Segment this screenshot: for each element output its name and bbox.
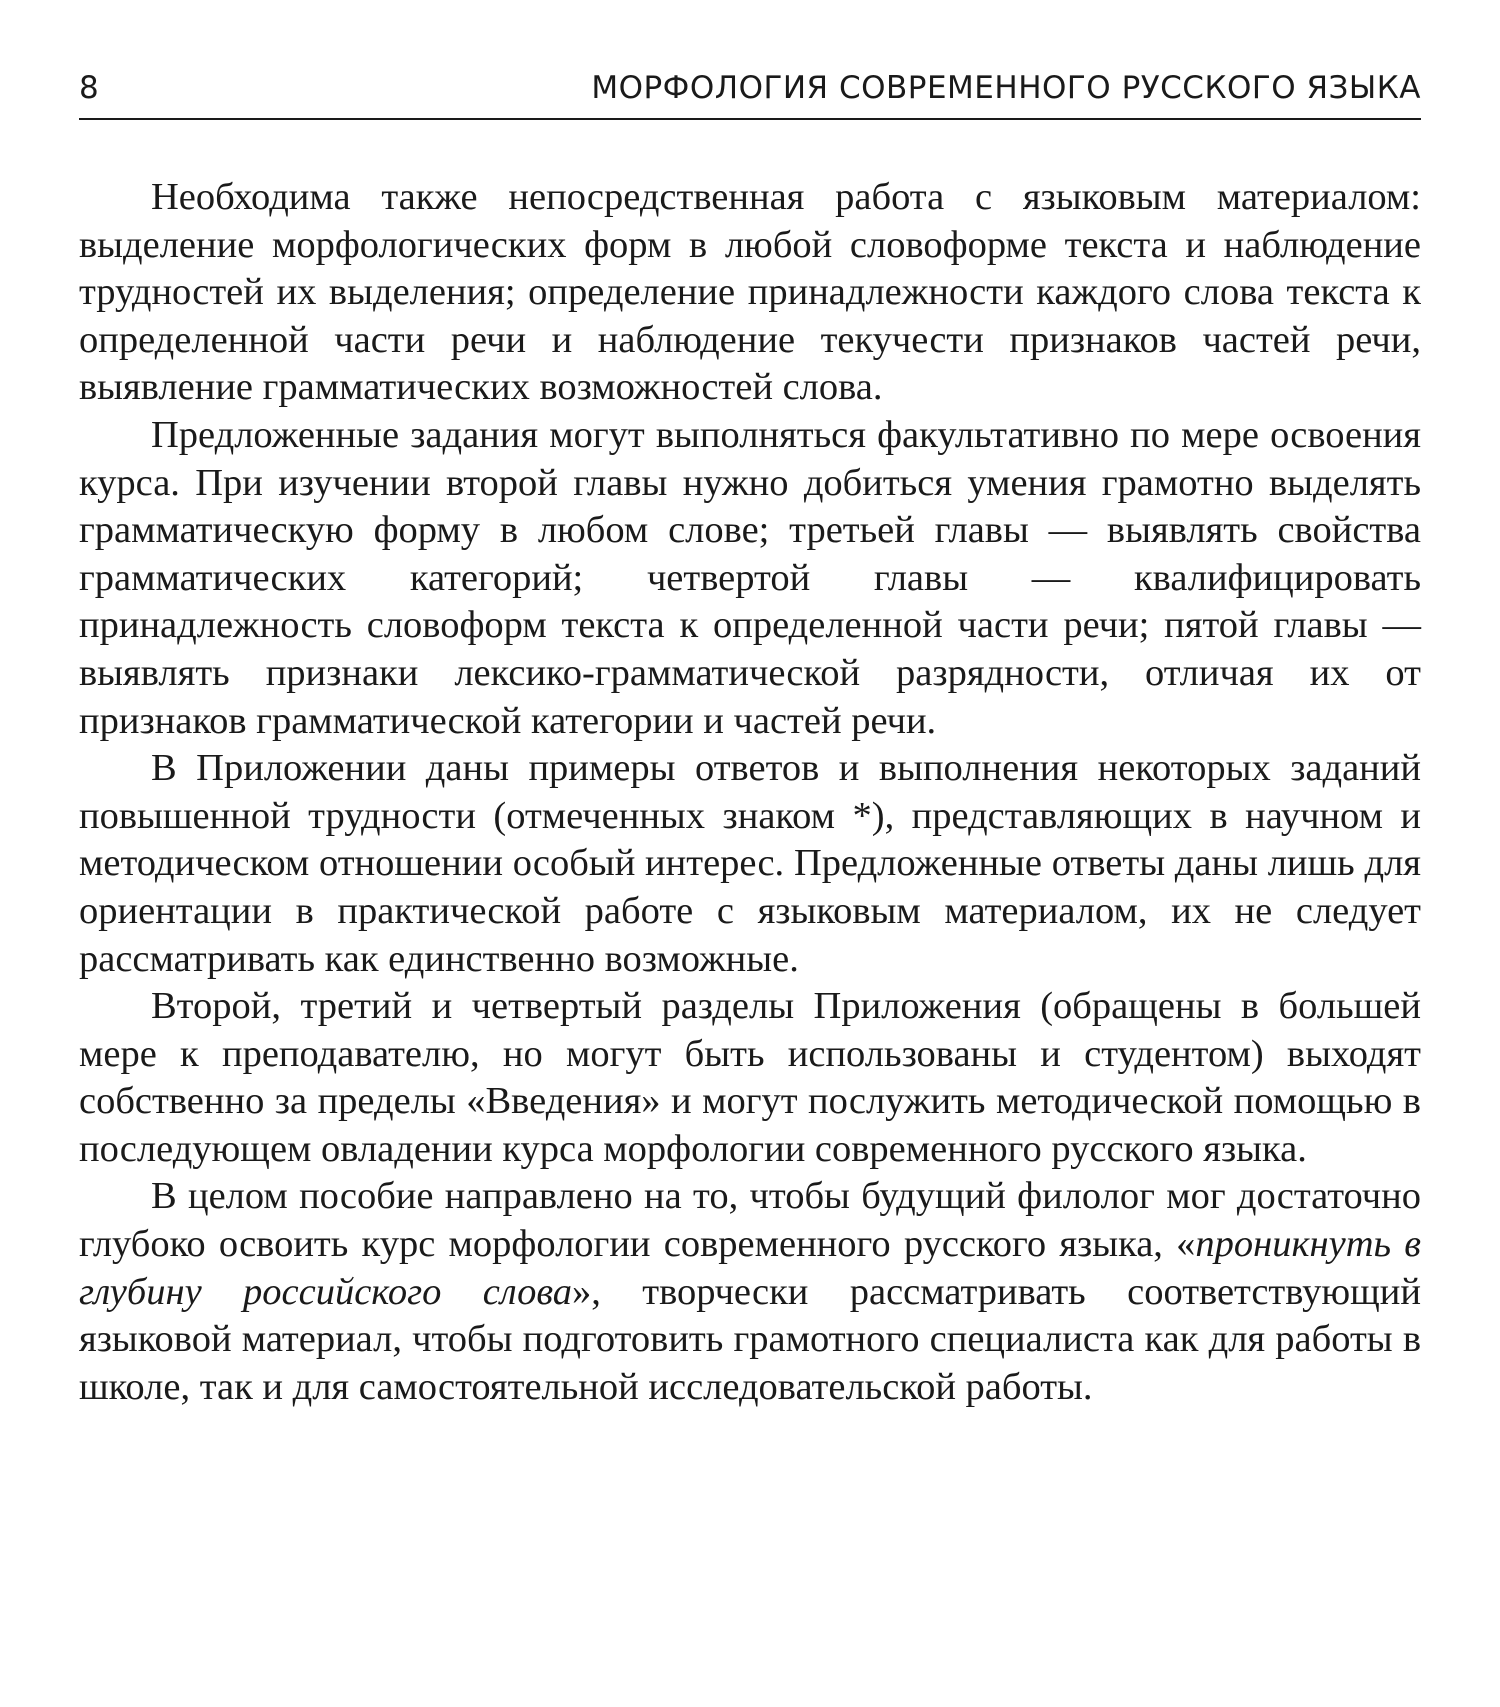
paragraph-5-start: В целом пособие направлено на то, чтобы будущий филолог мог достаточно глубоко освоить курс морфологии современного русского языка, « <box>79 1175 1421 1266</box>
running-header <box>79 62 1421 114</box>
paragraph-5 <box>79 1173 1421 1411</box>
paragraph-4: Второй, третий и четвертый разделы Приложения (обращены в большей мере к преподавателю, но могут быть использованы и студентом) выходят собственно за пределы «Введения» и могут послужить методической помощью в последующем овладении курса морфологии современного русского языка. <box>79 985 1421 1170</box>
page-number: 8 <box>79 70 100 106</box>
header-rule <box>79 118 1421 120</box>
paragraph-3: В Приложении даны примеры ответов и выполнения некоторых заданий повышенной трудности (отмеченных знаком *), представляющих в научном и методическом отношении особый интерес. Предложенные ответы даны лишь для ориентации в практической работе с языковым материалом, их не следует рассматривать как единственно возможные. <box>79 747 1421 980</box>
running-title: МОРФОЛОГИЯ СОВРЕМЕННОГО РУССКОГО ЯЗЫКА <box>591 70 1421 106</box>
lomonosov-quote: проникнуть в глубину российского слова <box>79 1223 1421 1313</box>
body-text <box>79 174 1421 1411</box>
book-page <box>79 62 1421 1411</box>
paragraph-1: Необходима также непосредственная работа с языковым материалом: выделение морфологических форм в любой словоформе текста и наблюдение трудностей их выделения; определение принадлежности каждого слова текста к определенной части речи и наблюдение текучести признаков частей речи, выявление грамматических возможностей слова. <box>79 176 1421 409</box>
paragraph-5-end: », творчески рассматривать соответствующий языковой материал, чтобы подготовить грамотного специалиста как для работы в школе, так и для самостоятельной исследовательской работы. <box>79 1270 1421 1408</box>
paragraph-2: Предложенные задания могут выполняться факультативно по мере освоения курса. При изучении второй главы нужно добиться умения грамотно выделять грамматическую форму в любом слове; третьей главы — выявлять свойства грамматических категорий; четвертой главы — квалифицировать принадлежность словоформ текста к определенной части речи; пятой главы — выявлять признаки лексико-грамматической разрядности, отличая их от признаков грамматической категории и частей речи. <box>79 413 1421 742</box>
